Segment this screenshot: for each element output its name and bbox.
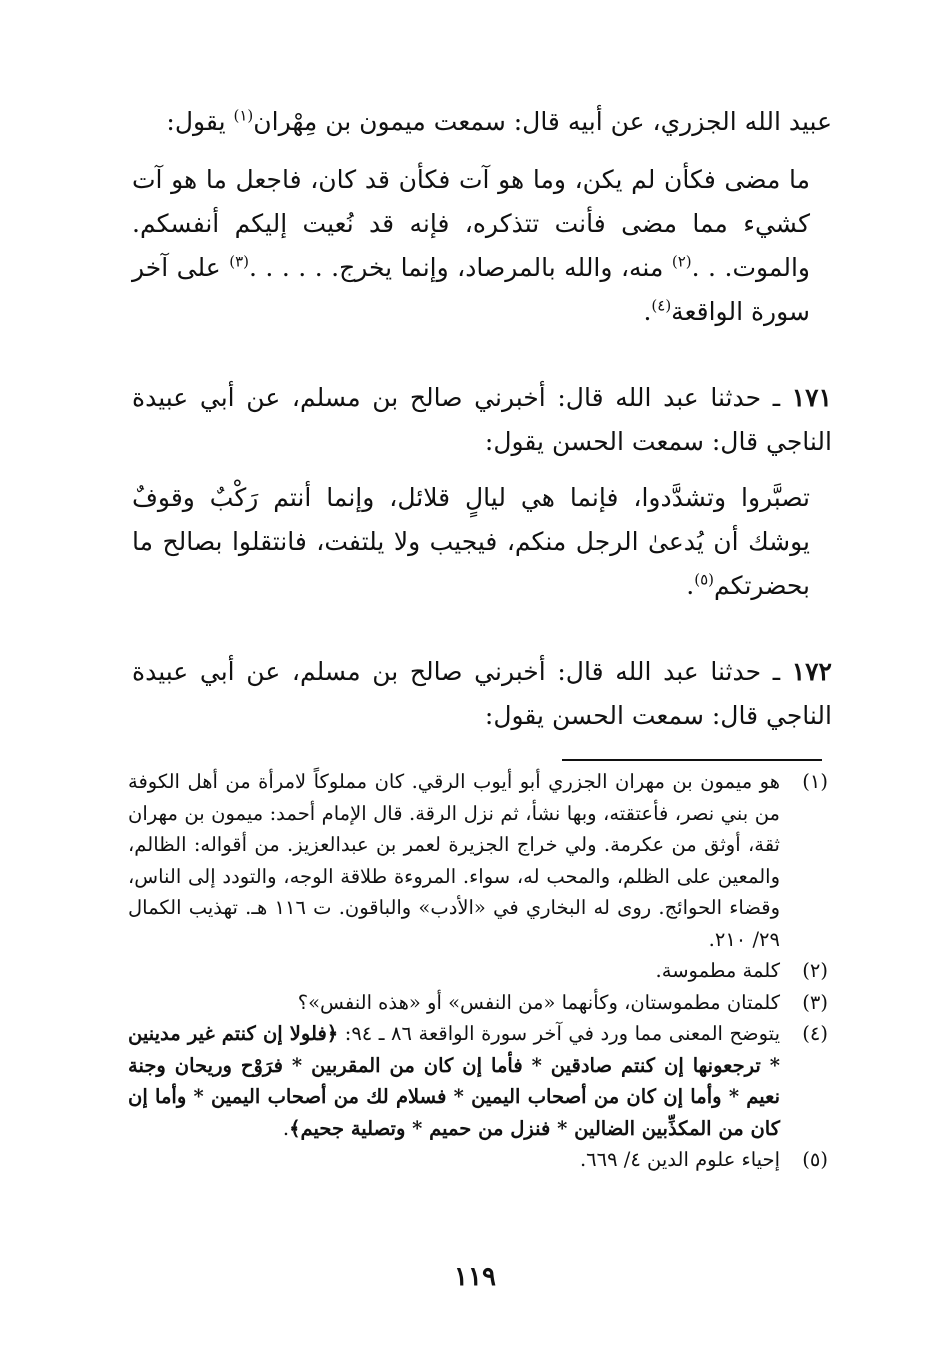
footnote-separator (562, 759, 822, 761)
footnote-ref-5[interactable]: (٥) (694, 570, 715, 589)
entry-172-narration: ـ حدثنا عبد الله قال: أخبرني صالح بن مسلم، عن أبي عبيدة الناجي قال: سمعت الحسن يقول: (132, 657, 832, 730)
footnote-2 (128, 955, 828, 987)
quote-maymun-part2: منه، والله بالمرصاد، وإنما يخرج. . . . . . (248, 253, 672, 282)
footnote-text: هو ميمون بن مهران الجزري أبو أيوب الرقي. كان مملوكاً لامرأة من أهل الكوفة من بني نصر، فأعتقته، وبها نشأ، ثم نزل الرقة. قال الإمام أحمد: ميمون بن مهران ثقة، أوثق من عكرمة. ولي خراج الجزيرة لعمر بن عبدالعزيز. من أقواله: الظالم، والمعين على الظلم، والمحب له، سواء. المروءة طلاقة الوجه، والتودد إلى الناس، وقضاء الحوائج. روى له البخاري في «الأدب» والباقون. ت ١١٦ هـ. تهذيب الكمال ٢٩/ ٢١٠. (128, 770, 780, 951)
intro-text: عبيد الله الجزري، عن أبيه قال: سمعت ميمون بن مِهْران (253, 107, 832, 136)
footnote-4-tail: . (282, 1116, 290, 1140)
quote-maymun-part1: ما مضى فكأن لم يكن، وما هو آت فكأن قد كان، فاجعل ما هو آت كشيء مما مضى فأنت تتذكره، فإنه قد نُعيت إليكم أنفسكم. والموت. . . (132, 165, 810, 282)
footnote-ref-4[interactable]: (٤) (651, 296, 672, 315)
footnote-ref-2[interactable]: (٢) (671, 252, 692, 271)
quote-maymun-part4: . (643, 297, 652, 326)
quote-maymun (132, 158, 832, 334)
footnote-number: (٥) (802, 1148, 828, 1171)
footnote-ref-1[interactable]: (١) (233, 106, 254, 125)
footnote-4 (128, 1018, 828, 1144)
footnotes (128, 766, 828, 1176)
footnote-1 (128, 766, 828, 955)
entry-172 (132, 650, 832, 738)
footnote-number: (٤) (802, 1022, 828, 1045)
entry-171 (132, 376, 832, 464)
footnote-ref-3[interactable]: (٣) (229, 252, 249, 271)
intro-paragraph (132, 100, 832, 144)
footnote-number: (٣) (802, 990, 828, 1014)
quote-hasan-tail: . (686, 571, 695, 600)
footnote-5 (128, 1144, 828, 1176)
main-text (132, 100, 832, 750)
page-number: ١١٩ (454, 1262, 496, 1292)
quote-hasan (132, 476, 832, 608)
footnote-text (128, 1018, 780, 1144)
entry-171-number: ١٧١ (791, 383, 832, 412)
footnote-3 (128, 987, 828, 1019)
footnote-number: (٢) (802, 959, 828, 982)
intro-tail: يقول: (166, 107, 234, 136)
footnote-text: كلمتان مطموستان، وكأنهما «من النفس» أو «هذه النفس»؟ (297, 990, 780, 1014)
footnote-text: كلمة مطموسة. (655, 959, 780, 982)
footnote-text: إحياء علوم الدين ٤/ ٦٦٩. (579, 1148, 780, 1171)
quote-maymun-part3: على آخر سورة الواقعة (132, 253, 810, 326)
quote-hasan-text: تصبَّروا وتشدَّدوا، فإنما هي ليالٍ قلائل، وإنما أنتم رَكْبٌ وقوفٌ يوشك أن يُدعىٰ الرجل منكم، فيجيب ولا يلتفت، فانتقلوا بصالح ما بحضرتكم (132, 483, 810, 600)
footnote-4-intro: يتوضح المعنى مما ورد في آخر سورة الواقعة ٨٦ ـ ٩٤: (338, 1022, 780, 1045)
entry-172-number: ١٧٢ (791, 657, 832, 686)
quran-quote: ﴿فلولا إن كنتم غير مدينين * ترجعونها إن كنتم صادقين * فأما إن كان من المقربين * فرَوْح وريحان وجنة نعيم * وأما إن كان من أصحاب اليمين * فسلام لك من أصحاب اليمين * وأما إن كان من المكذِّبين الضالين * فنزل من حميم * وتصلية جحيم﴾ (128, 1022, 780, 1140)
footnote-number: (١) (802, 770, 828, 793)
entry-171-narration: ـ حدثنا عبد الله قال: أخبرني صالح بن مسلم، عن أبي عبيدة الناجي قال: سمعت الحسن يقول: (132, 383, 832, 456)
